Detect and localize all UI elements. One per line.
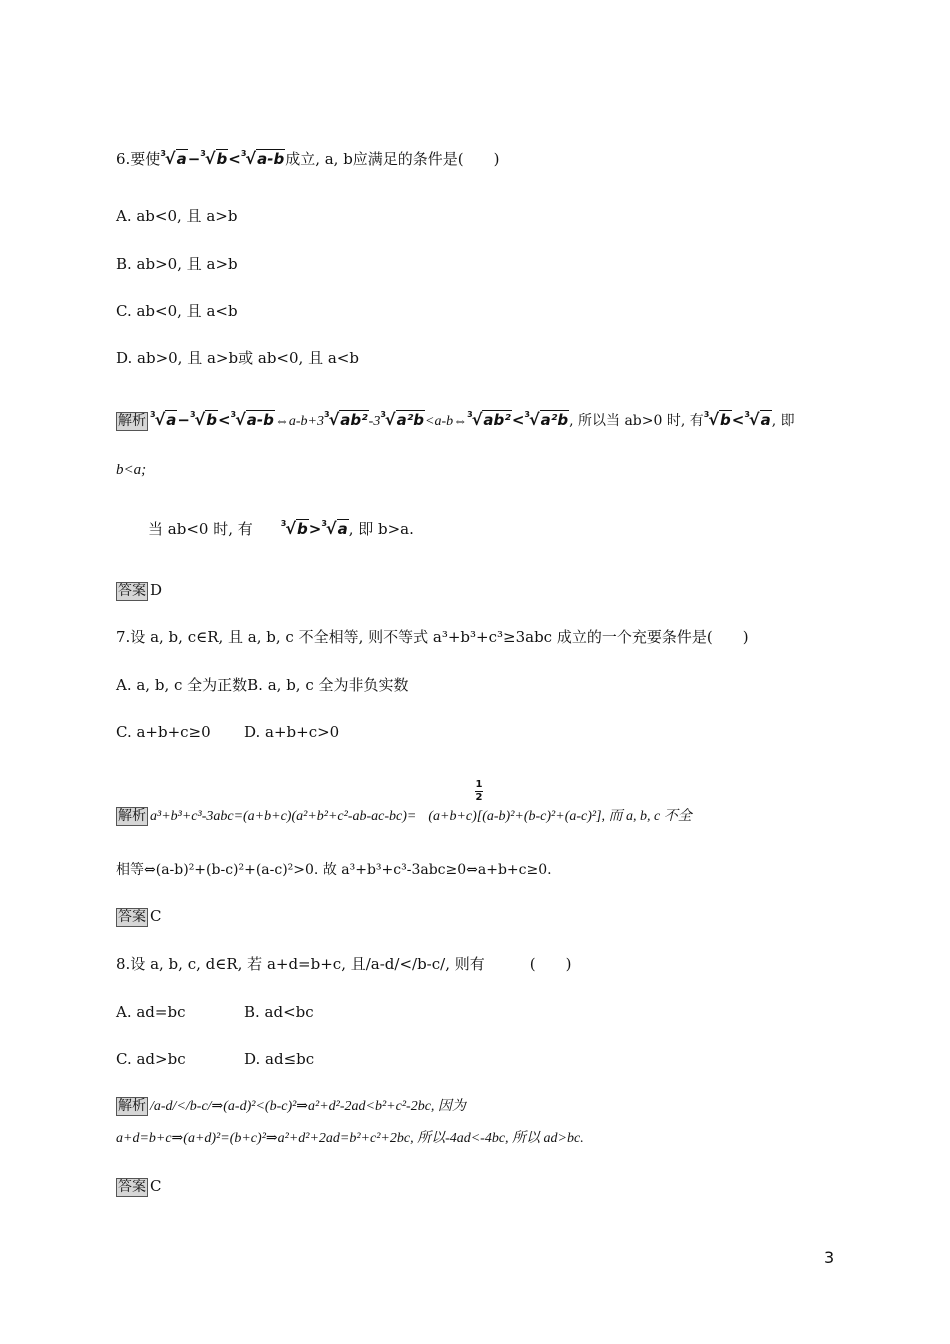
cube-root-a2b: $^3$√a²b bbox=[380, 410, 425, 429]
less-than-sign: < bbox=[217, 411, 231, 429]
q8-analysis-line1 bbox=[116, 1096, 466, 1117]
q6-analysis-line3 bbox=[148, 514, 414, 539]
analysis-text: a³+b³+c³-3abc=(a+b+c)(a²+b²+c²-ab-ac-bc)= bbox=[150, 809, 417, 824]
answer-value: C bbox=[150, 1177, 162, 1195]
q7-options-ab: A. a, b, c 全为正数B. a, b, c 全为非负实数 bbox=[116, 676, 409, 694]
q8-option-b: B. ad<bc bbox=[244, 1003, 314, 1021]
q7-analysis-line1 bbox=[116, 806, 692, 827]
q8-option-c: C. ad>bc bbox=[116, 1050, 186, 1068]
less-than-sign: < bbox=[511, 411, 525, 429]
analysis-tag: 解析 bbox=[118, 413, 146, 429]
analysis-tag: 解析 bbox=[118, 1098, 146, 1114]
q6-answer bbox=[116, 580, 162, 601]
q8-analysis-line2: a+d=b+c⇒(a+d)²=(b+c)²⇒a²+d²+2ad=b²+c²+2bc, 所以-4ad<-4bc, 所以 ad>bc. bbox=[116, 1131, 584, 1146]
analysis-text: /a-d/</b-c/⇒(a-d)²<(b-c)²⇒a²+d²-2ad<b²+c²-2bc, 因为 bbox=[150, 1099, 466, 1114]
cube-root-ab2: $^3$√ab² bbox=[467, 410, 511, 429]
q8-stem: 8.设 a, b, c, d∈R, 若 a+d=b+c, 且/a-d/</b-c/, 则有 ( ) bbox=[116, 955, 572, 973]
page-number: 3 bbox=[824, 1248, 835, 1267]
greater-than-sign: > bbox=[308, 520, 322, 538]
q6-analysis-line2: b<a; bbox=[116, 462, 147, 478]
cube-root-a-minus-b: $^3$√a-b bbox=[240, 149, 285, 168]
q8-answer bbox=[116, 1176, 161, 1197]
cube-root-b: $^3$√b bbox=[280, 519, 308, 538]
minus-sign: − bbox=[187, 150, 201, 168]
q6-option-b: B. ab>0, 且 a>b bbox=[116, 255, 238, 273]
less-than-sign: < bbox=[731, 411, 745, 429]
answer-value: C bbox=[150, 907, 162, 925]
cube-root-a: $^3$√a bbox=[744, 410, 771, 429]
analysis-text: ⇔a-b+3 bbox=[274, 414, 324, 429]
cube-root-b: $^3$√b bbox=[703, 410, 731, 429]
analysis-text: , 即 bbox=[771, 413, 795, 429]
cube-root-a2b: $^3$√a²b bbox=[524, 410, 569, 429]
less-than-sign: < bbox=[228, 150, 241, 168]
fraction-denominator: 2 bbox=[475, 792, 483, 803]
cube-root-a: $^3$√a bbox=[150, 410, 177, 429]
q7-stem: 7.设 a, b, c∈R, 且 a, b, c 不全相等, 则不等式 a³+b³+c³≥3abc 成立的一个充要条件是( ) bbox=[116, 628, 749, 646]
q6-option-c: C. ab<0, 且 a<b bbox=[116, 302, 238, 320]
analysis-tag: 解析 bbox=[118, 808, 146, 824]
q6-stem bbox=[116, 144, 500, 169]
analysis-text: (a+b+c)[(a-b)²+(b-c)²+(a-c)²], 而 a, b, c 不全 bbox=[428, 809, 692, 824]
answer-value: D bbox=[150, 581, 163, 599]
q6-option-d: D. ab>0, 且 a>b或 ab<0, 且 a<b bbox=[116, 349, 359, 367]
fraction-numerator: 1 bbox=[475, 779, 483, 790]
q6-analysis-line1 bbox=[116, 405, 795, 432]
q7-answer bbox=[116, 906, 161, 927]
analysis-text: , 所以当 ab>0 时, 有 bbox=[569, 413, 704, 429]
analysis-text: -3 bbox=[368, 414, 381, 429]
q7-option-c: C. a+b+c≥0 bbox=[116, 723, 211, 741]
cube-root-ab2: $^3$√ab² bbox=[323, 410, 368, 429]
q6-option-a: A. ab<0, 且 a>b bbox=[116, 207, 238, 225]
cube-root-a-minus-b: $^3$√a-b bbox=[230, 410, 274, 429]
q7-analysis-line2: 相等⇔(a-b)²+(b-c)²+(a-c)²>0. 故 a³+b³+c³-3abc≥0⇔a+b+c≥0. bbox=[116, 862, 552, 878]
analysis-text: 当 ab<0 时, 有 bbox=[148, 520, 253, 538]
cube-root-a: $^3$√a bbox=[160, 149, 187, 168]
q6-suffix: 成立, a, b应满足的条件是( ) bbox=[285, 150, 500, 168]
answer-tag: 答案 bbox=[118, 1179, 146, 1195]
q8-option-a: A. ad=bc bbox=[116, 1003, 186, 1021]
answer-tag: 答案 bbox=[118, 583, 146, 599]
cube-root-b: $^3$√b bbox=[200, 149, 228, 168]
cube-root-b: $^3$√b bbox=[189, 410, 217, 429]
answer-tag: 答案 bbox=[118, 909, 146, 925]
analysis-text: <a-b⇔ bbox=[425, 414, 468, 429]
minus-sign: − bbox=[177, 411, 190, 429]
q8-option-d: D. ad≤bc bbox=[244, 1050, 315, 1068]
q7-option-d: D. a+b+c>0 bbox=[244, 723, 340, 741]
analysis-text: , 即 b>a. bbox=[348, 520, 414, 538]
fraction-one-half bbox=[475, 780, 483, 803]
cube-root-a: $^3$√a bbox=[321, 519, 348, 538]
q6-prefix: 6.要使 bbox=[116, 150, 161, 168]
